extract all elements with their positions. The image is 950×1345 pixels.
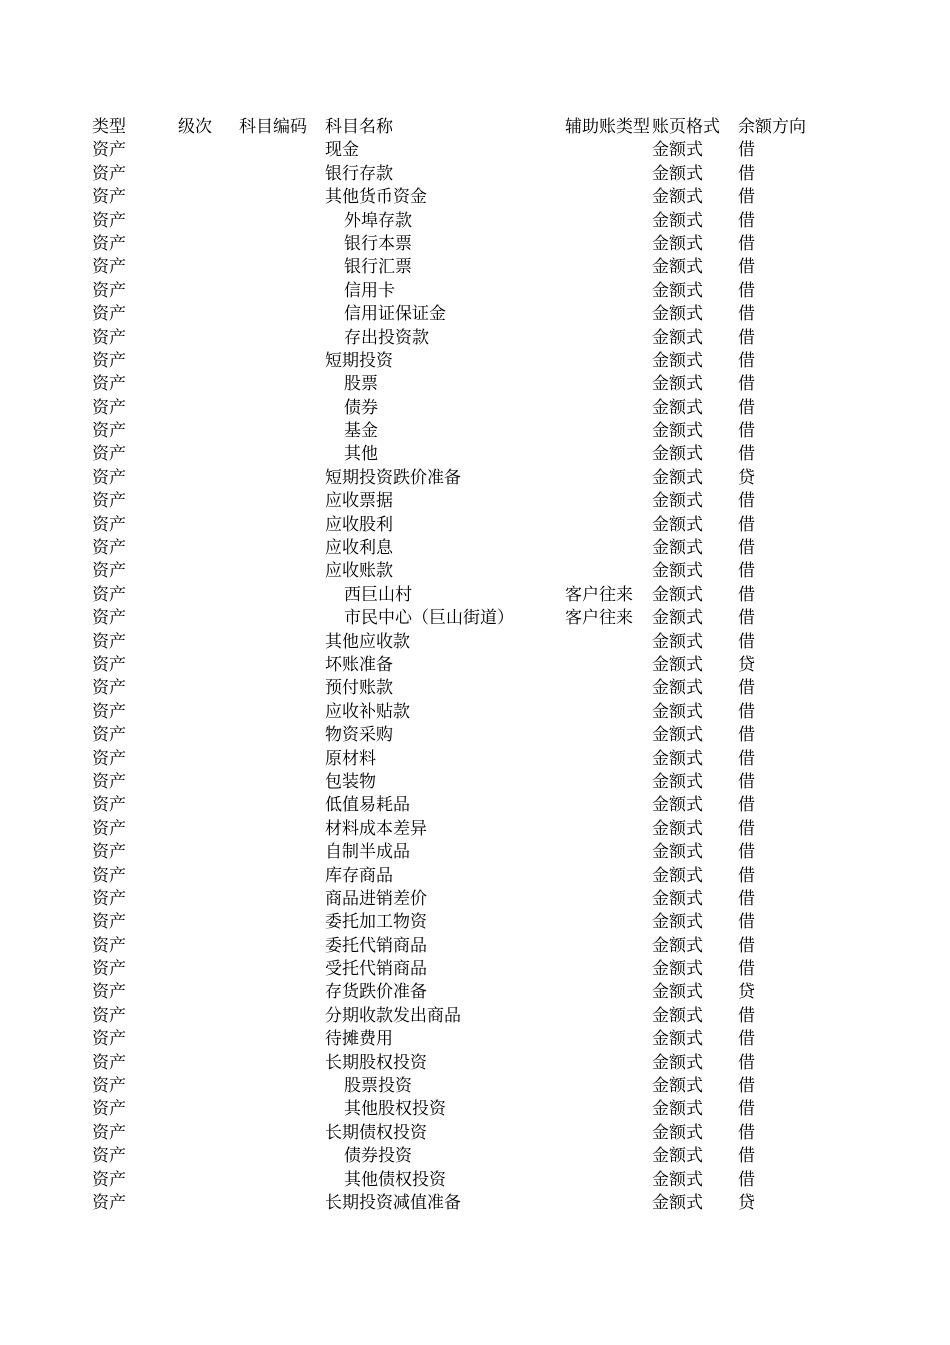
account-name-cell: 低值易耗品: [325, 795, 410, 816]
account-name-cell: 应收利息: [325, 538, 393, 559]
direction-cell: 借: [738, 1099, 755, 1120]
direction-cell: 贷: [738, 982, 755, 1003]
account-name-cell: 债券: [344, 397, 378, 418]
type-cell: 资产: [92, 959, 126, 980]
account-name-cell: 待摊费用: [325, 1029, 393, 1050]
type-cell: 资产: [92, 912, 126, 933]
format-cell: 金额式: [652, 233, 703, 254]
format-cell: 金额式: [652, 1029, 703, 1050]
direction-cell: 借: [738, 935, 755, 956]
header-type: 类型: [92, 117, 126, 137]
direction-cell: 借: [738, 888, 755, 909]
type-cell: 资产: [92, 257, 126, 278]
direction-cell: 借: [738, 701, 755, 722]
format-cell: 金额式: [652, 1005, 703, 1026]
direction-cell: 借: [738, 608, 755, 629]
direction-cell: 借: [738, 514, 755, 535]
account-name-cell: 坏账准备: [325, 654, 393, 675]
type-cell: 资产: [92, 654, 126, 675]
format-cell: 金额式: [652, 421, 703, 442]
type-cell: 资产: [92, 1052, 126, 1073]
type-cell: 资产: [92, 771, 126, 792]
format-cell: 金额式: [652, 467, 703, 488]
format-cell: 金额式: [652, 678, 703, 699]
account-name-cell: 银行本票: [344, 233, 412, 254]
direction-cell: 借: [738, 1076, 755, 1097]
account-name-cell: 银行汇票: [344, 257, 412, 278]
format-cell: 金额式: [652, 444, 703, 465]
format-cell: 金额式: [652, 865, 703, 886]
direction-cell: 借: [738, 257, 755, 278]
direction-cell: 借: [738, 818, 755, 839]
account-name-cell: 分期收款发出商品: [325, 1005, 461, 1026]
account-name-cell: 库存商品: [325, 865, 393, 886]
format-cell: 金额式: [652, 888, 703, 909]
direction-cell: 借: [738, 163, 755, 184]
type-cell: 资产: [92, 982, 126, 1003]
type-cell: 资产: [92, 748, 126, 769]
type-cell: 资产: [92, 444, 126, 465]
type-cell: 资产: [92, 795, 126, 816]
direction-cell: 借: [738, 140, 755, 161]
direction-cell: 借: [738, 865, 755, 886]
account-name-cell: 应收票据: [325, 491, 393, 512]
format-cell: 金额式: [652, 1076, 703, 1097]
type-cell: 资产: [92, 280, 126, 301]
direction-cell: 借: [738, 1169, 755, 1190]
direction-cell: 借: [738, 397, 755, 418]
aux-type-cell: 客户往来: [565, 608, 633, 629]
account-name-cell: 其他应收款: [325, 631, 410, 652]
direction-cell: 借: [738, 421, 755, 442]
type-cell: 资产: [92, 1192, 126, 1213]
format-cell: 金额式: [652, 584, 703, 605]
type-cell: 资产: [92, 1169, 126, 1190]
account-name-cell: 信用卡: [344, 280, 395, 301]
format-cell: 金额式: [652, 1169, 703, 1190]
direction-cell: 借: [738, 631, 755, 652]
header-code: 科目编码: [239, 117, 307, 137]
direction-cell: 借: [738, 1005, 755, 1026]
direction-cell: 借: [738, 678, 755, 699]
format-cell: 金额式: [652, 982, 703, 1003]
header-aux: 辅助账类型: [565, 117, 650, 137]
type-cell: 资产: [92, 467, 126, 488]
header-direction: 余额方向: [738, 117, 806, 137]
type-cell: 资产: [92, 701, 126, 722]
format-cell: 金额式: [652, 771, 703, 792]
account-name-cell: 存货跌价准备: [325, 982, 427, 1003]
format-cell: 金额式: [652, 491, 703, 512]
type-cell: 资产: [92, 865, 126, 886]
account-name-cell: 其他债权投资: [344, 1169, 446, 1190]
type-cell: 资产: [92, 491, 126, 512]
format-cell: 金额式: [652, 163, 703, 184]
type-cell: 资产: [92, 584, 126, 605]
type-cell: 资产: [92, 187, 126, 208]
account-name-cell: 外埠存款: [344, 210, 412, 231]
format-cell: 金额式: [652, 210, 703, 231]
direction-cell: 借: [738, 374, 755, 395]
direction-cell: 借: [738, 584, 755, 605]
format-cell: 金额式: [652, 935, 703, 956]
format-cell: 金额式: [652, 1052, 703, 1073]
format-cell: 金额式: [652, 912, 703, 933]
direction-cell: 借: [738, 1029, 755, 1050]
account-name-cell: 包装物: [325, 771, 376, 792]
account-name-cell: 短期投资跌价准备: [325, 467, 461, 488]
account-name-cell: 长期债权投资: [325, 1122, 427, 1143]
type-cell: 资产: [92, 538, 126, 559]
type-cell: 资产: [92, 421, 126, 442]
type-cell: 资产: [92, 561, 126, 582]
account-name-cell: 股票: [344, 374, 378, 395]
type-cell: 资产: [92, 678, 126, 699]
direction-cell: 贷: [738, 467, 755, 488]
type-cell: 资产: [92, 1076, 126, 1097]
account-name-cell: 物资采购: [325, 725, 393, 746]
format-cell: 金额式: [652, 514, 703, 535]
format-cell: 金额式: [652, 1192, 703, 1213]
format-cell: 金额式: [652, 538, 703, 559]
type-cell: 资产: [92, 1146, 126, 1167]
format-cell: 金额式: [652, 187, 703, 208]
direction-cell: 借: [738, 748, 755, 769]
format-cell: 金额式: [652, 959, 703, 980]
aux-type-cell: 客户往来: [565, 584, 633, 605]
header-level: 级次: [178, 117, 212, 137]
format-cell: 金额式: [652, 654, 703, 675]
type-cell: 资产: [92, 1122, 126, 1143]
account-name-cell: 其他货币资金: [325, 187, 427, 208]
account-name-cell: 自制半成品: [325, 842, 410, 863]
account-name-cell: 股票投资: [344, 1076, 412, 1097]
type-cell: 资产: [92, 304, 126, 325]
direction-cell: 借: [738, 1122, 755, 1143]
format-cell: 金额式: [652, 842, 703, 863]
direction-cell: 借: [738, 327, 755, 348]
type-cell: 资产: [92, 818, 126, 839]
direction-cell: 借: [738, 842, 755, 863]
direction-cell: 借: [738, 304, 755, 325]
format-cell: 金额式: [652, 795, 703, 816]
format-cell: 金额式: [652, 1146, 703, 1167]
account-name-cell: 基金: [344, 421, 378, 442]
type-cell: 资产: [92, 888, 126, 909]
type-cell: 资产: [92, 1099, 126, 1120]
direction-cell: 借: [738, 187, 755, 208]
account-name-cell: 应收股利: [325, 514, 393, 535]
account-name-cell: 银行存款: [325, 163, 393, 184]
type-cell: 资产: [92, 514, 126, 535]
format-cell: 金额式: [652, 140, 703, 161]
account-name-cell: 长期股权投资: [325, 1052, 427, 1073]
type-cell: 资产: [92, 725, 126, 746]
account-name-cell: 委托加工物资: [325, 912, 427, 933]
format-cell: 金额式: [652, 397, 703, 418]
account-name-cell: 信用证保证金: [344, 304, 446, 325]
format-cell: 金额式: [652, 701, 703, 722]
direction-cell: 借: [738, 561, 755, 582]
type-cell: 资产: [92, 631, 126, 652]
account-name-cell: 预付账款: [325, 678, 393, 699]
account-name-cell: 西巨山村: [344, 584, 412, 605]
account-name-cell: 长期投资减值准备: [325, 1192, 461, 1213]
direction-cell: 借: [738, 1146, 755, 1167]
format-cell: 金额式: [652, 631, 703, 652]
account-name-cell: 受托代销商品: [325, 959, 427, 980]
direction-cell: 借: [738, 725, 755, 746]
format-cell: 金额式: [652, 725, 703, 746]
account-name-cell: 市民中心（巨山街道）: [344, 608, 514, 629]
account-name-cell: 应收补贴款: [325, 701, 410, 722]
account-name-cell: 委托代销商品: [325, 935, 427, 956]
direction-cell: 借: [738, 233, 755, 254]
format-cell: 金额式: [652, 1122, 703, 1143]
format-cell: 金额式: [652, 748, 703, 769]
account-name-cell: 应收账款: [325, 561, 393, 582]
direction-cell: 借: [738, 912, 755, 933]
type-cell: 资产: [92, 935, 126, 956]
format-cell: 金额式: [652, 1099, 703, 1120]
direction-cell: 借: [738, 444, 755, 465]
account-name-cell: 其他: [344, 444, 378, 465]
format-cell: 金额式: [652, 374, 703, 395]
type-cell: 资产: [92, 608, 126, 629]
direction-cell: 借: [738, 210, 755, 231]
account-name-cell: 短期投资: [325, 350, 393, 371]
format-cell: 金额式: [652, 350, 703, 371]
direction-cell: 借: [738, 538, 755, 559]
type-cell: 资产: [92, 374, 126, 395]
type-cell: 资产: [92, 350, 126, 371]
format-cell: 金额式: [652, 561, 703, 582]
direction-cell: 贷: [738, 654, 755, 675]
account-name-cell: 原材料: [325, 748, 376, 769]
direction-cell: 贷: [738, 1192, 755, 1213]
type-cell: 资产: [92, 233, 126, 254]
account-name-cell: 现金: [325, 140, 359, 161]
header-format: 账页格式: [652, 117, 720, 137]
format-cell: 金额式: [652, 818, 703, 839]
format-cell: 金额式: [652, 608, 703, 629]
format-cell: 金额式: [652, 257, 703, 278]
account-name-cell: 材料成本差异: [325, 818, 427, 839]
account-name-cell: 商品进销差价: [325, 888, 427, 909]
direction-cell: 借: [738, 491, 755, 512]
format-cell: 金额式: [652, 327, 703, 348]
type-cell: 资产: [92, 327, 126, 348]
account-name-cell: 债券投资: [344, 1146, 412, 1167]
direction-cell: 借: [738, 1052, 755, 1073]
type-cell: 资产: [92, 163, 126, 184]
type-cell: 资产: [92, 397, 126, 418]
account-name-cell: 其他股权投资: [344, 1099, 446, 1120]
type-cell: 资产: [92, 140, 126, 161]
type-cell: 资产: [92, 210, 126, 231]
direction-cell: 借: [738, 795, 755, 816]
direction-cell: 借: [738, 280, 755, 301]
direction-cell: 借: [738, 350, 755, 371]
direction-cell: 借: [738, 959, 755, 980]
header-name: 科目名称: [325, 117, 393, 137]
type-cell: 资产: [92, 1005, 126, 1026]
account-name-cell: 存出投资款: [344, 327, 429, 348]
format-cell: 金额式: [652, 280, 703, 301]
direction-cell: 借: [738, 771, 755, 792]
type-cell: 资产: [92, 1029, 126, 1050]
format-cell: 金额式: [652, 304, 703, 325]
type-cell: 资产: [92, 842, 126, 863]
